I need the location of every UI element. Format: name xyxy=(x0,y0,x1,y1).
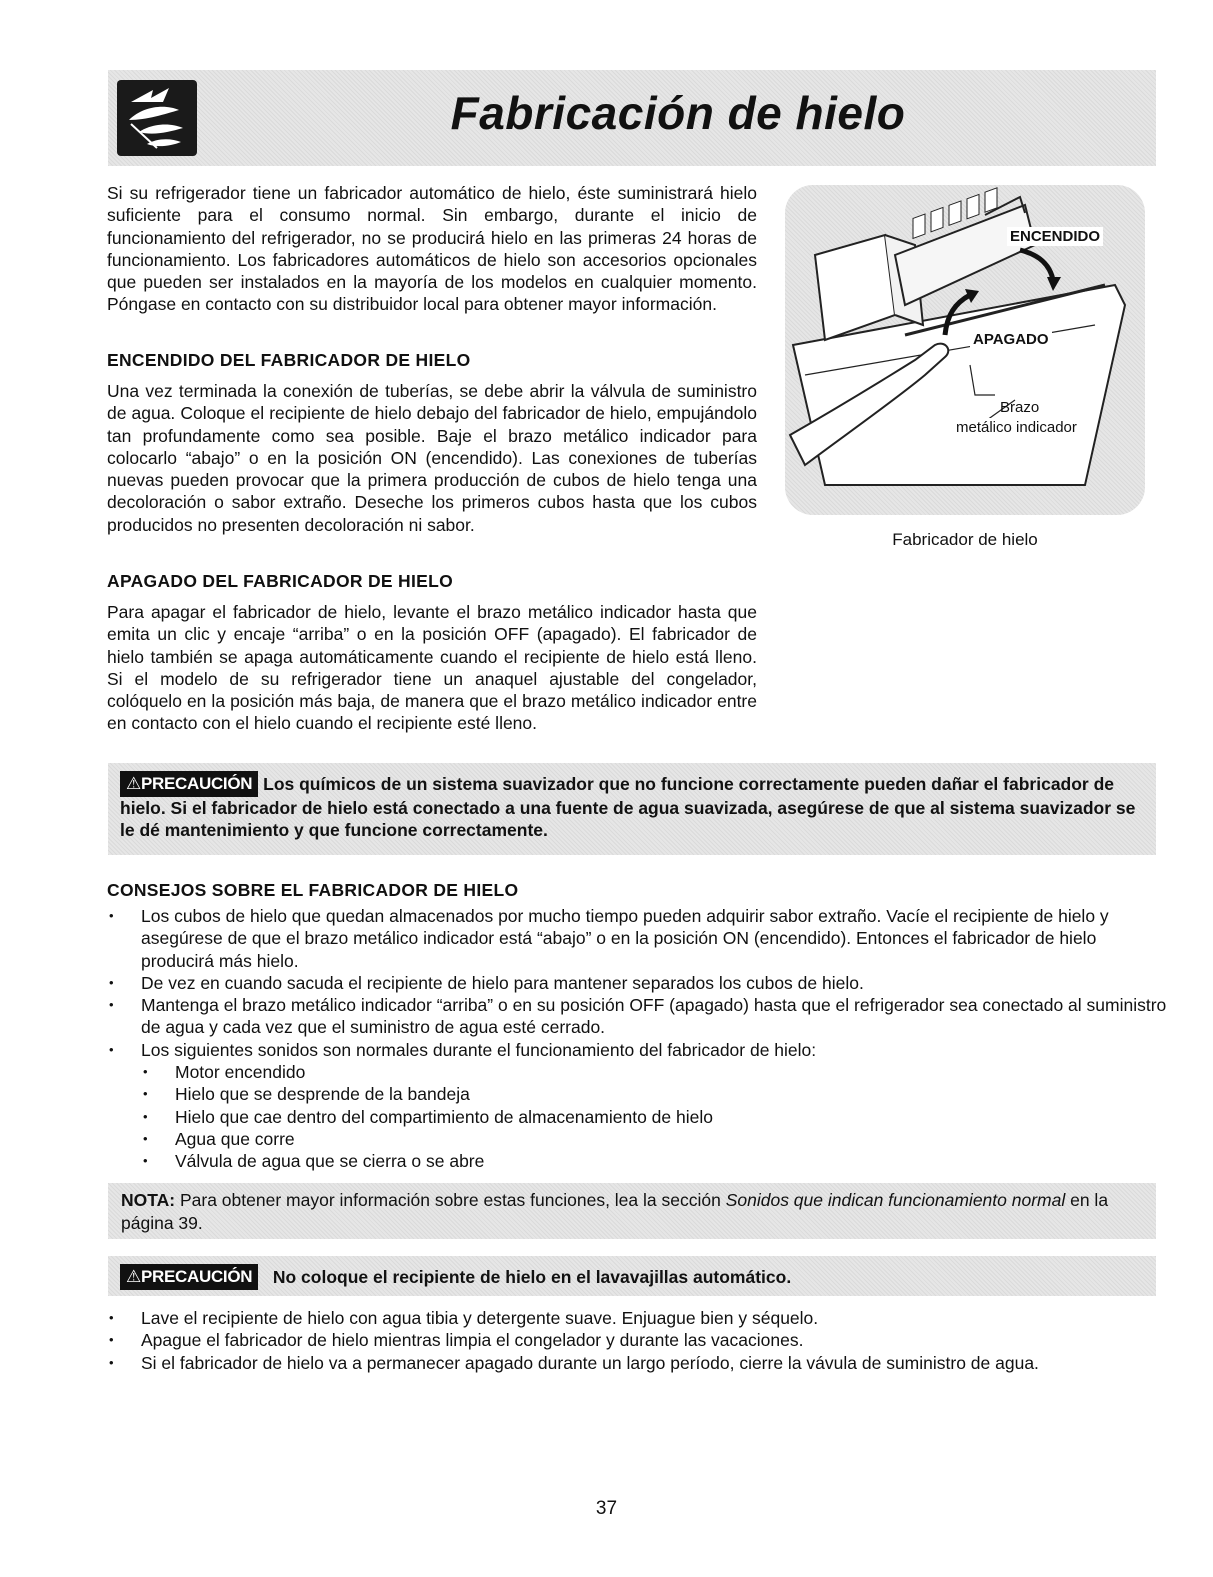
tips-heading: CONSEJOS SOBRE EL FABRICADOR DE HIELO xyxy=(107,880,519,900)
list-item: • Mantenga el brazo metálico indicador “arriba” o en su posición OFF (apagado) hasta que el refrigerador sea conectado al suministro de agua y cada vez que el suministro de agua esté cerrado. xyxy=(107,994,1167,1039)
caution-badge-2: ⚠PRECAUCIÓN xyxy=(120,1264,258,1290)
section-off-heading: APAGADO DEL FABRICADOR DE HIELO xyxy=(107,571,454,591)
intro-paragraph: Si su refrigerador tiene un fabricador automático de hielo, éste suministrará hielo suficiente para el consumo normal. Sin embargo, durante el inicio de funcionamiento del refrigerador, no se producirá hielo en las primeras 24 horas de funcionamiento. Los fabricadores automáticos de hielo son accesorios opcionales que pueden ser instalados en la mayoría de los modelos en cualquier momento. Póngase en contacto con su distribuidor local para obtener mayor información. xyxy=(107,183,757,315)
nota-link-text: Sonidos que indican funcionamiento normal xyxy=(725,1190,1066,1210)
list-item: • Agua que corre xyxy=(141,1128,1167,1150)
list-item: • Apague el fabricador de hielo mientras limpia el congelador y durante las vacaciones. xyxy=(107,1329,1167,1351)
list-item-text: Los siguientes sonidos son normales durante el funcionamiento del fabricador de hielo: xyxy=(141,1039,817,1060)
section-on-text: Una vez terminada la conexión de tuberías, se debe abrir la válvula de suministro de agua. Coloque el recipiente de hielo debajo del fabricador de hielo, empujándolo tan profundamente como sea posible. Baje el brazo metálico indicador para colocarlo “abajo” o en la posición ON (encendido). Las conexiones de tuberías nuevas pueden provocar que la primera producción de cubos de hielo tenga una decoloración o sabor extraño. Deseche los primeros cubos hasta que los cubos producidos no presenten decoloración ni sabor. xyxy=(107,381,757,535)
caution-badge-2-label: PRECAUCIÓN xyxy=(140,1267,253,1286)
page-number: 37 xyxy=(595,1498,618,1519)
figure-caption: Fabricador de hielo xyxy=(892,530,1038,549)
caution-text-1: Los químicos de un sistema suavizador que no funcione correctamente pueden dañar el fabricador de hielo. Si el fabricador de hielo está conectado a una fuente de agua suavizada, asegúrese de que al sistema suavizador se le dé mantenimiento y que funcione correctamente. xyxy=(120,774,1136,840)
list-item: • Hielo que se desprende de la bandeja xyxy=(141,1083,1167,1105)
nota-label: NOTA: xyxy=(121,1190,176,1210)
sounds-list xyxy=(141,1061,1167,1172)
tips-list xyxy=(107,905,1167,1173)
list-item: • Válvula de agua que se cierra o se abre xyxy=(141,1150,1167,1172)
list-item: • De vez en cuando sacuda el recipiente de hielo para mantener separados los cubos de hielo. xyxy=(107,972,1167,994)
label-on: ENCENDIDO xyxy=(1007,227,1103,246)
ice-maker-figure xyxy=(785,185,1145,515)
caution-box-2 xyxy=(108,1256,1156,1296)
caution-box-1 xyxy=(108,763,1156,855)
section-on-heading: ENCENDIDO DEL FABRICADOR DE HIELO xyxy=(107,350,471,370)
section-off-text: Para apagar el fabricador de hielo, levante el brazo metálico indicador hasta que emita un clic y encaje “arriba” o en la posición OFF (apagado). El fabricador de hielo también se apaga automáticamente cuando el recipiente de hielo está lleno. Si el modelo de su refrigerador tiene un anaquel ajustable del congelador, colóquelo en la posición más baja, de manera que el brazo metálico indicador entre en contacto con el hielo cuando el recipiente esté lleno. xyxy=(107,602,757,734)
nota-box xyxy=(108,1183,1156,1239)
nota-text-after: en la página 39. xyxy=(121,1190,1109,1233)
care-list xyxy=(107,1307,1167,1374)
page-title: Fabricación de hielo xyxy=(450,87,906,139)
list-item: • Motor encendido xyxy=(141,1061,1167,1083)
caution-badge-1-label: PRECAUCIÓN xyxy=(140,774,253,793)
nota-text-before: Para obtener mayor información sobre estas funciones, lea la sección xyxy=(179,1190,721,1210)
list-item xyxy=(107,1039,1167,1173)
ice-leaf-logo-icon xyxy=(117,80,197,156)
caution-text-2: No coloque el recipiente de hielo en el lavavajillas automático. xyxy=(272,1267,792,1287)
list-item: • Los cubos de hielo que quedan almacenados por mucho tiempo pueden adquirir sabor extraño. Vacíe el recipiente de hielo y asegúrese de que el brazo metálico indicador está “abajo” o en la posición ON (encendido). Entonces el fabricador de hielo producirá más hielo. xyxy=(107,905,1167,972)
label-off: APAGADO xyxy=(970,330,1052,349)
nota-text xyxy=(121,1189,1141,1234)
list-item: • Si el fabricador de hielo va a permanecer apagado durante un largo período, cierre la vávula de suministro de agua. xyxy=(107,1352,1167,1374)
label-arm-1: Brazo xyxy=(1000,399,1040,416)
caution-badge-1: ⚠PRECAUCIÓN xyxy=(120,771,258,797)
label-arm-2: metálico indicador xyxy=(953,418,1080,437)
list-item: • Hielo que cae dentro del compartimiento de almacenamiento de hielo xyxy=(141,1106,1167,1128)
list-item: • Lave el recipiente de hielo con agua tibia y detergente suave. Enjuague bien y séquelo. xyxy=(107,1307,1167,1329)
